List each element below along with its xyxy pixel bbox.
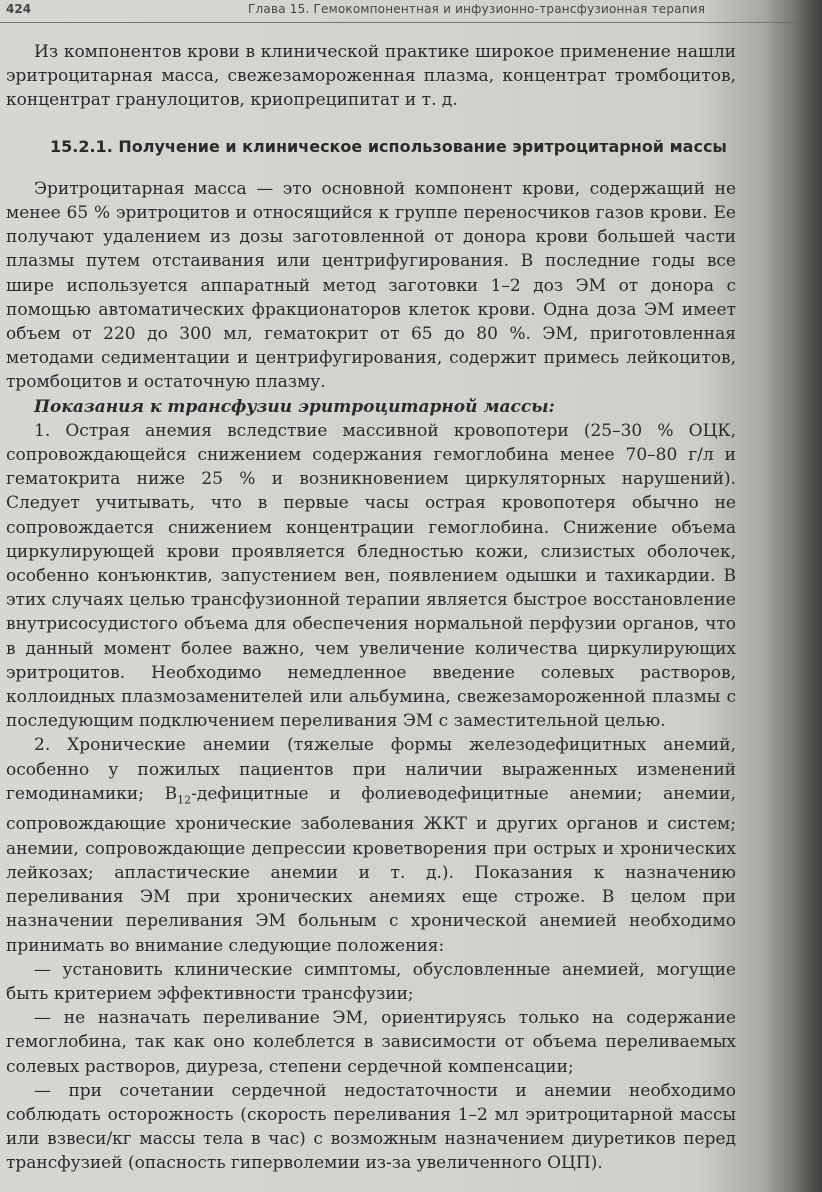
b12-subscript: 12 (177, 793, 192, 807)
indication-item-2 (6, 733, 736, 957)
section-heading: 15.2.1. Получение и клиническое использование эритроцитарной массы (50, 136, 727, 156)
intro-paragraph: Из компонентов крови в клинической практике широкое применение нашли эритроцитарная масса, свежезамороженная плазма, концентрат тромбоцитов, концентрат гранулоцитов, криопреципитат и т. д. (6, 42, 736, 111)
indication-item-1: 1. Острая анемия вследствие массивной кровопотери (25–30 % ОЦК, сопровождающейся снижением содержания гемоглобина менее 70–80 г/л и гематокрита ниже 25 % и возникновением циркуляторных нарушений). Следует учитывать, что в первые часы острая кровопотеря обычно не сопровождается снижением концентрации гемоглобина. Снижение объема циркулирующей крови проявляется бледностью кожи, слизистых оболочек, особенно конъюнктив, запустением вен, появлением одышки и тахикардии. В этих случаях целью трансфузионной терапии является быстрое восстановление внутрисосудистого объема для обеспечения нормальной перфузии органов, что в данный момент более важно, чем увеличение количества циркулирующих эритроцитов. Необходимо немедленное введение солевых растворов, коллоидных плазмозаменителей или альбумина, свежезамороженной плазмы с последующим подключением переливания ЭМ с заместительной целью. (6, 420, 736, 732)
bullet-item-3: — при сочетании сердечной недостаточности и анемии необходимо соблюдать осторожность (скорость переливания 1–2 мл эритроцитарной массы или взвеси/кг массы тела в час) с возможным назначением диуретиков перед трансфузией (опасность гиперволемии из-за увеличенного ОЦП). (6, 1080, 736, 1174)
book-spine-shadow (766, 0, 822, 1192)
chapter-title: Глава 15. Гемокомпонентная и инфузионно-трансфузионная терапия (248, 2, 706, 16)
indications-heading-paragraph (6, 395, 736, 419)
indication-item-2-text-b: -дефицитные и фолиеводефицитные анемии; анемии, сопровождающие хронические заболевания ЖКТ и других органов и систем; анемии, сопровождающие депрессии кроветворения при острых и хронических лейкозах; апластические анемии и т. д.). Показания к назначению переливания ЭМ при хронических анемиях еще строже. В целом при назначении переливания ЭМ больным с хронической анемией необходимо принимать во внимание следующие положения: (6, 783, 736, 956)
indication-item-2-text-a: 2. Хронические анемии (тяжелые формы железодефицитных анемий, особенно у пожилых пациентов при наличии выраженных изменений гемодинамики; B (6, 735, 736, 804)
page-number: 424 (6, 2, 32, 16)
bullet-item-1: — установить клинические симптомы, обусловленные анемией, могущие быть критерием эффективности трансфузии; (6, 959, 736, 1004)
bullet-item-2: — не назначать переливание ЭМ, ориентируясь только на содержание гемоглобина, так как оно колеблется в зависимости от объема переливаемых солевых растворов, диуреза, степени сердечной компенсации; (6, 1008, 736, 1077)
indications-heading: Показания к трансфузии эритроцитарной массы: (34, 396, 555, 417)
definition-paragraph: Эритроцитарная масса — это основной компонент крови, содержащий не менее 65 % эритроцитов и относящийся к группе переносчиков газов крови. Ее получают удалением из дозы заготовленной от донора крови большей части плазмы путем отстаивания или центрифугирования. В последние годы все шире используется аппаратный метод заготовки 1–2 доз ЭМ от донора с помощью автоматических фракционаторов клеток крови. Одна доза ЭМ имеет объем от 220 до 300 мл, гематокрит от 65 до 80 %. ЭМ, приготовленная методами седиментации и центрифугирования, содержит примесь лейкоцитов, тромбоцитов и остаточную плазму. (6, 178, 736, 393)
running-header (0, 0, 822, 23)
page-body (6, 40, 736, 1176)
